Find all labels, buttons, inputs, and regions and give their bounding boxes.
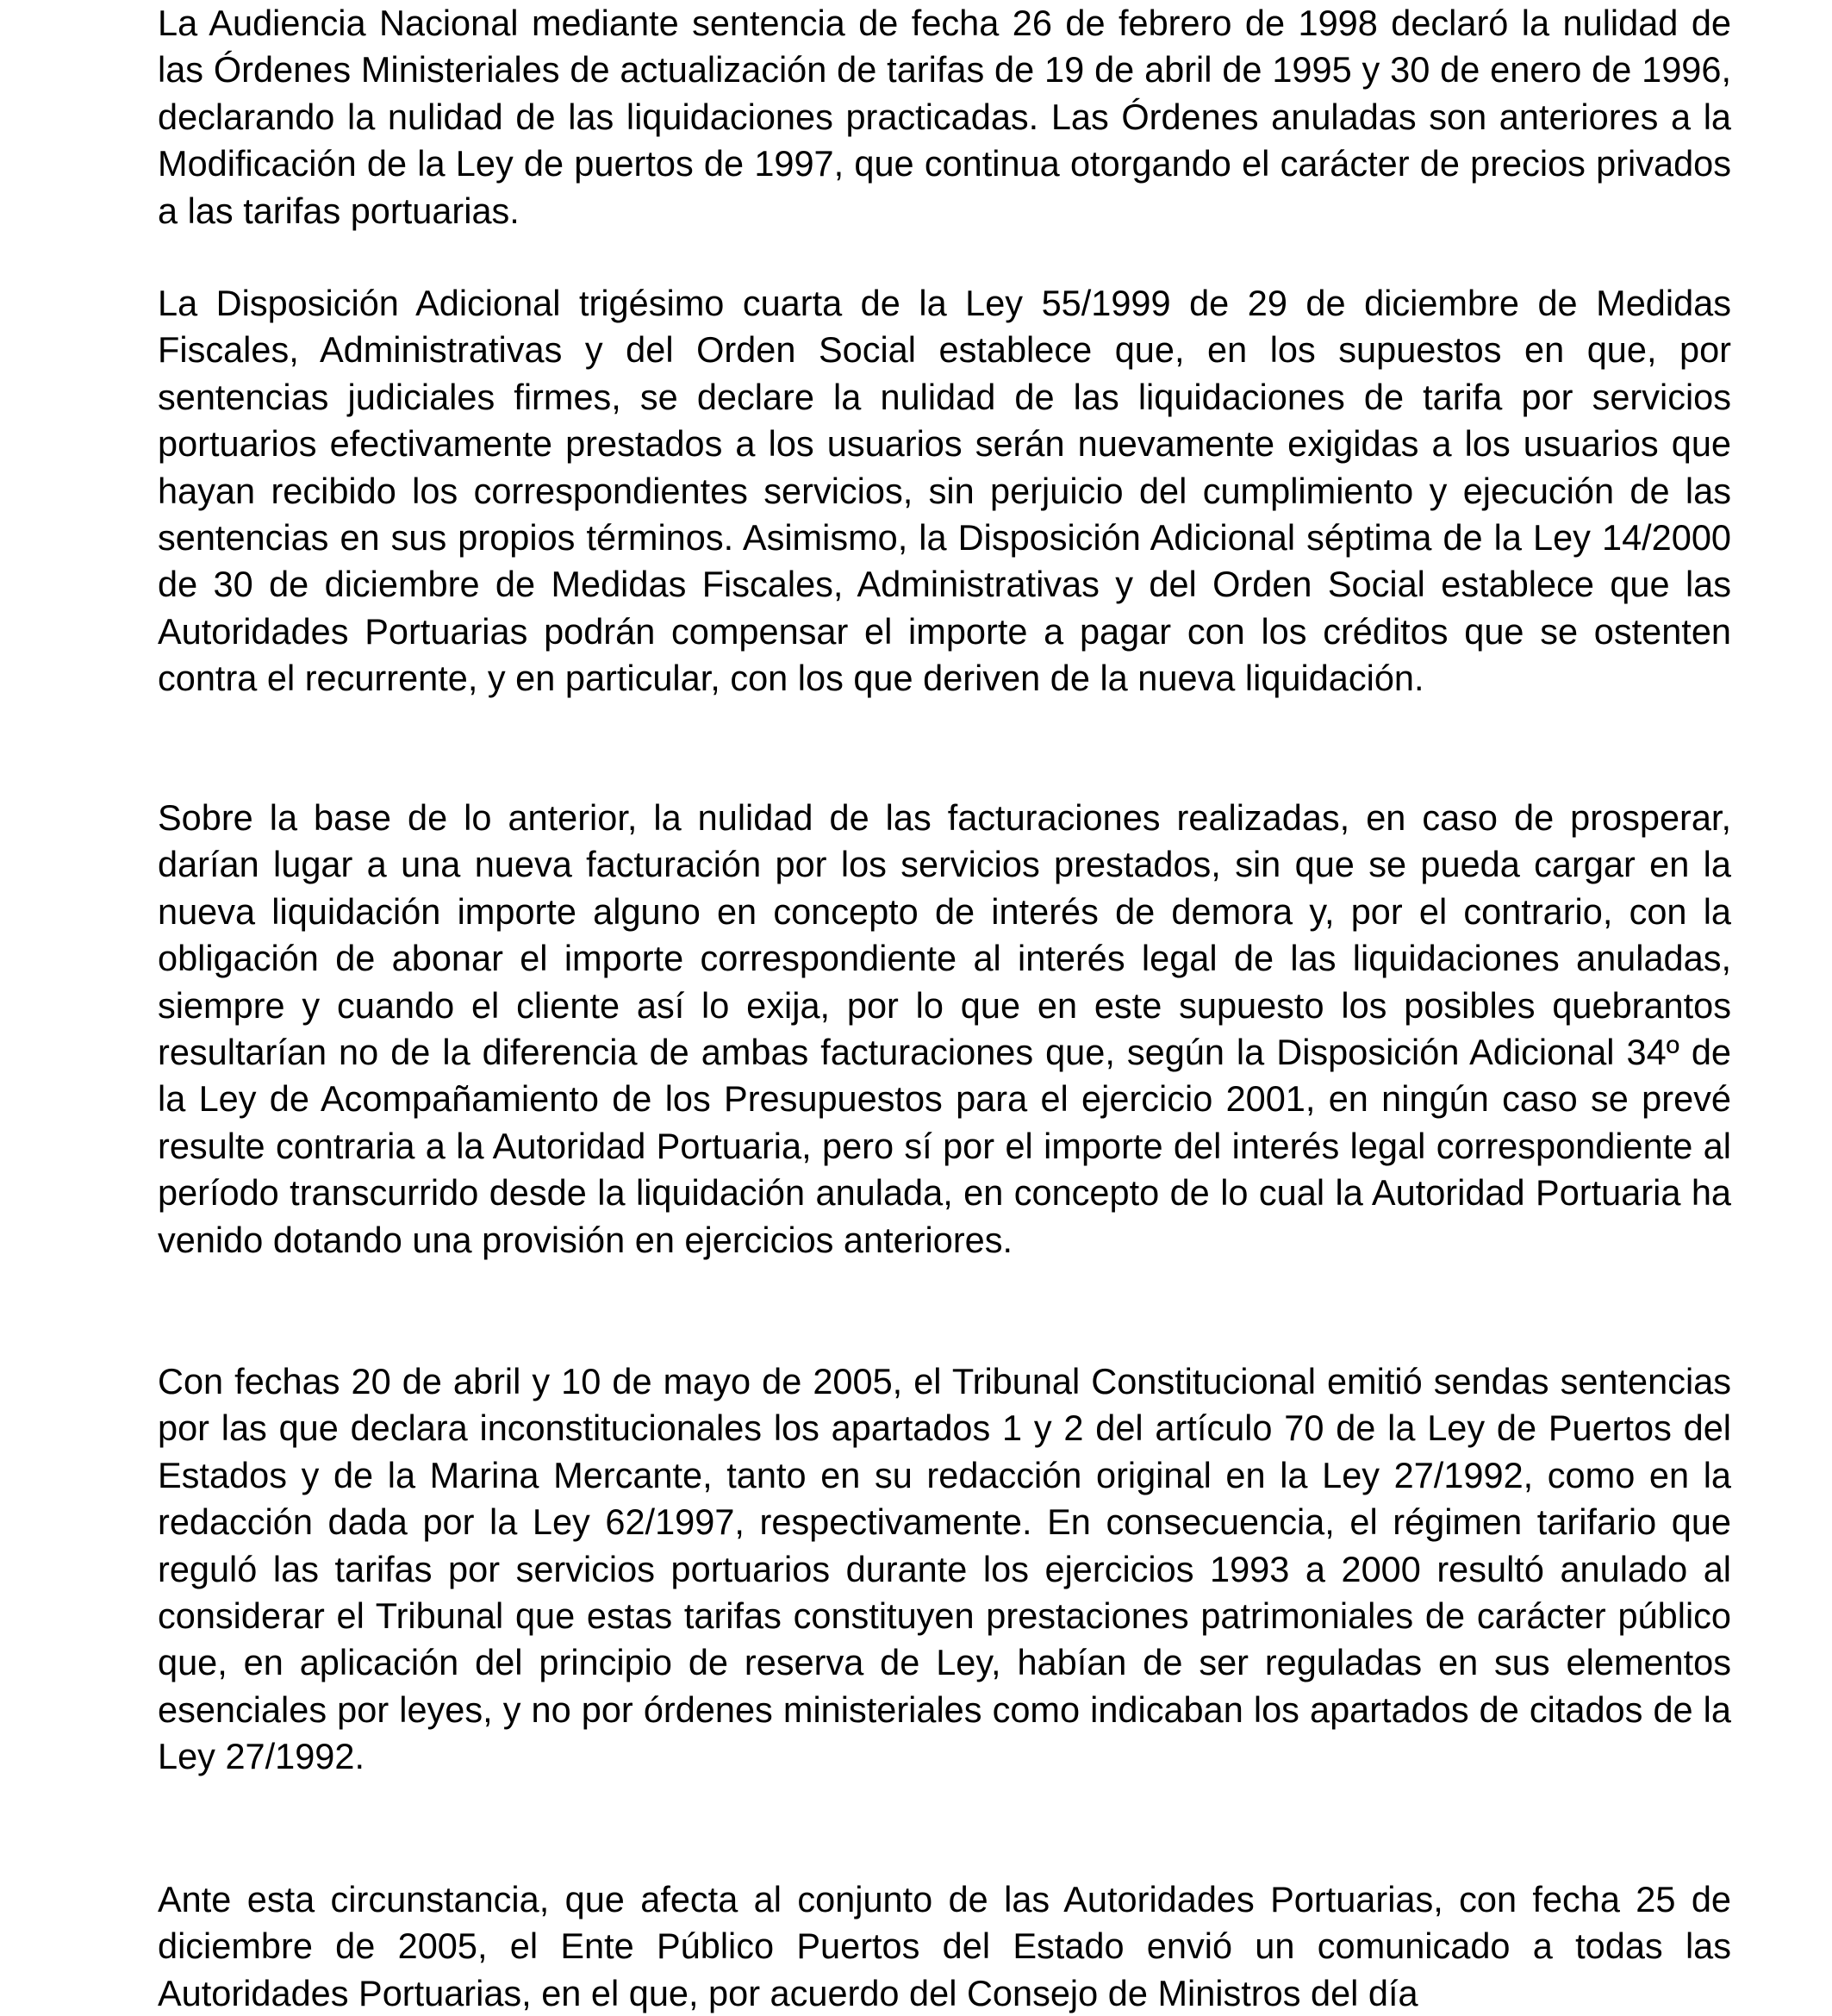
paragraph-disposicion-adicional: La Disposición Adicional trigésimo cuarta de la Ley 55/1999 de 29 de diciembre de Medidas Fiscales, Administrativas y del Orden Social establece que, en los supuestos en que, por sentencias judiciales firmes, se declare la nulidad de las liquidaciones de tarifa por servicios portuarios efectivamente prestados a los usuarios serán nuevamente exigidas a los usuarios que hayan recibido los correspondientes servicios, sin perjuicio del cumplimiento y ejecución de las sentencias en sus propios términos. Asimismo, la Disposición Adicional séptima de la Ley 14/2000 de 30 de diciembre de Medidas Fiscales, Administrativas y del Orden Social establece que las Autoridades Portuarias podrán compensar el importe a pagar con los créditos que se ostenten contra el recurrente, y en particular, con los que deriven de la nueva liquidación. bbox=[158, 283, 1731, 699]
paragraph-audiencia-nacional: La Audiencia Nacional mediante sentencia de fecha 26 de febrero de 1998 declaró la nulidad de las Órdenes Ministeriales de actualización de tarifas de 19 de abril de 1995 y 30 de enero de 1996, declarando la nulidad de las liquidaciones practicadas. Las Órdenes anuladas son anteriores a la Modificación de la Ley de puertos de 1997, que continua otorgando el carácter de precios privados a las tarifas portuarias. bbox=[158, 3, 1731, 231]
document-page bbox=[158, 0, 1731, 2016]
paragraph-tribunal-constitucional: Con fechas 20 de abril y 10 de mayo de 2005, el Tribunal Constitucional emitió sendas sentencias por las que declara inconstitucionales los apartados 1 y 2 del artículo 70 de la Ley de Puertos del Estados y de la Marina Mercante, tanto en su redacción original en la Ley 27/1992, como en la redacción dada por la Ley 62/1997, respectivamente. En consecuencia, el régimen tarifario que reguló las tarifas por servicios portuarios durante los ejercicios 1993 a 2000 resultó anulado al considerar el Tribunal que estas tarifas constituyen prestaciones patrimoniales de carácter público que, en aplicación del principio de reserva de Ley, habían de ser reguladas en sus elementos esenciales por leyes, y no por órdenes ministeriales como indicaban los apartados de citados de la Ley 27/1992. bbox=[158, 1361, 1731, 1777]
paragraph-nulidad-facturaciones: Sobre la base de lo anterior, la nulidad de las facturaciones realizadas, en caso de prosperar, darían lugar a una nueva facturación por los servicios prestados, sin que se pueda cargar en la nueva liquidación importe alguno en concepto de interés de demora y, por el contrario, con la obligación de abonar el importe correspondiente al interés legal de las liquidaciones anuladas, siempre y cuando el cliente así lo exija, por lo que en este supuesto los posibles quebrantos resultarían no de la diferencia de ambas facturaciones que, según la Disposición Adicional 34º de la Ley de Acompañamiento de los Presupuestos para el ejercicio 2001, en ningún caso se prevé resulte contraria a la Autoridad Portuaria, pero sí por el importe del interés legal correspondiente al período transcurrido desde la liquidación anulada, en concepto de lo cual la Autoridad Portuaria ha venido dotando una provisión en ejercicios anteriores. bbox=[158, 797, 1731, 1260]
paragraph-ante-esta-circunstancia: Ante esta circunstancia, que afecta al conjunto de las Autoridades Portuarias, con fecha 25 de diciembre de 2005, el Ente Público Puertos del Estado envió un comunicado a todas las Autoridades Portuarias, en el que, por acuerdo del Consejo de Ministros del día bbox=[158, 1879, 1731, 2013]
